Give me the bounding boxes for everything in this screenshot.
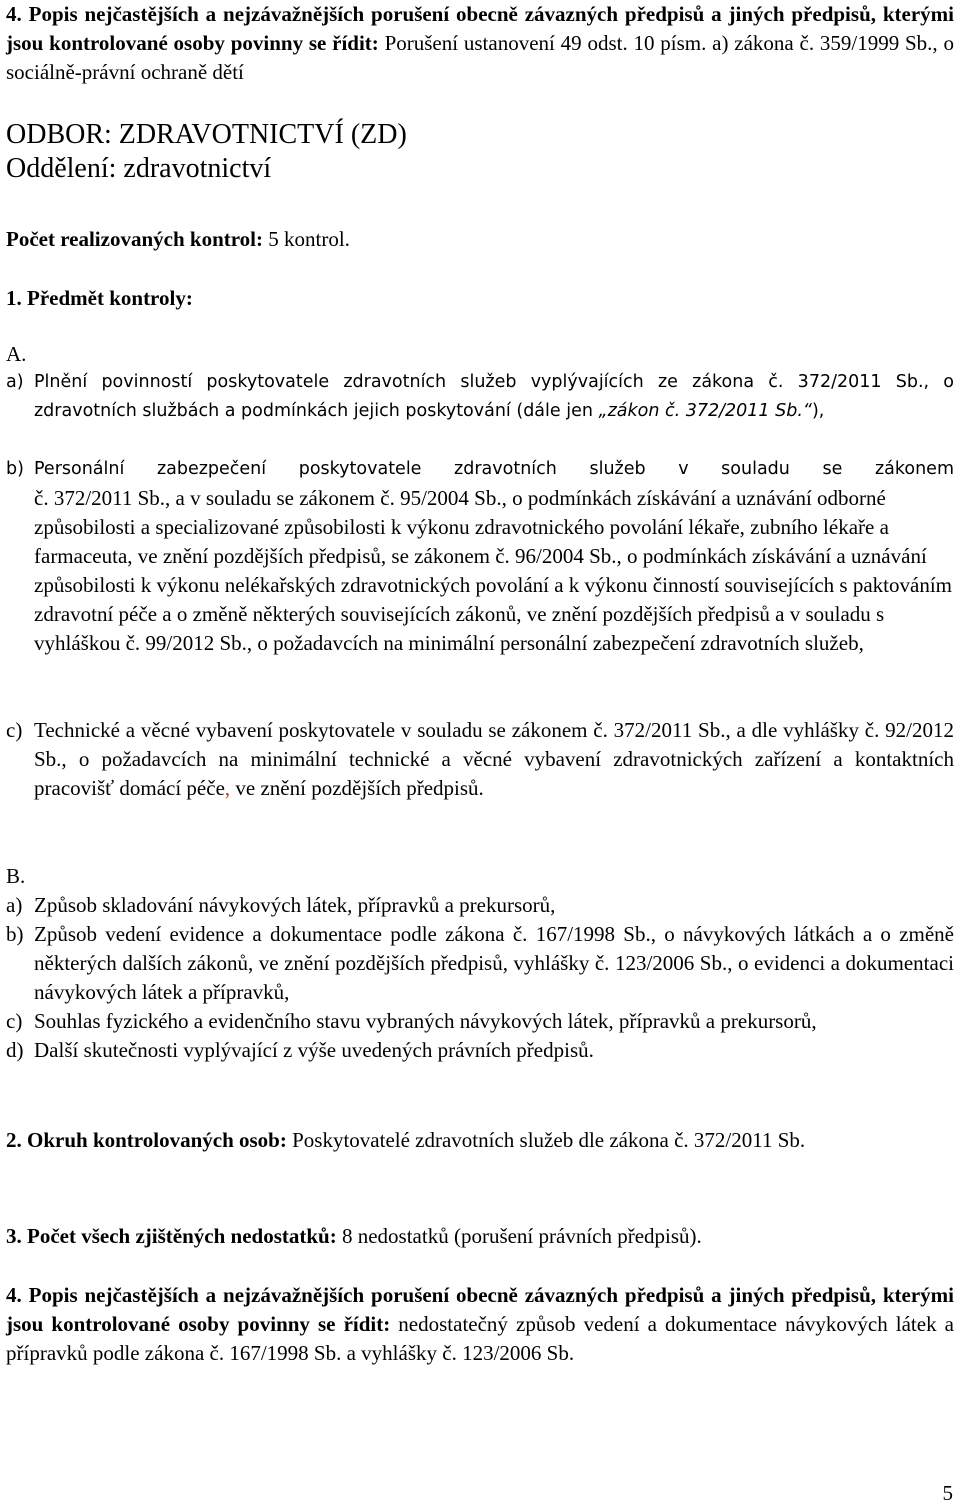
deficiencies-count-value: 8 nedostatků (porušení právních předpisů).	[336, 1224, 702, 1248]
list-item-text: Způsob skladování návykových látek, přípravků a prekursorů,	[34, 893, 556, 917]
inspections-count-label: Počet realizovaných kontrol:	[6, 227, 264, 251]
list-item	[6, 891, 954, 920]
list-item	[6, 1036, 954, 1065]
list-item-text: Způsob vedení evidence a dokumentace podle zákona č. 167/1998 Sb., o návykových látkách a o změně některých dalších zákonů, ve znění pozdějších předpisů, vyhlášky č. 123/2006 Sb., o evidenci a dokumentaci návykových látek a přípravků,	[34, 922, 954, 1004]
list-item-text: Souhlas fyzického a evidenčního stavu vybraných návykových látek, přípravků a prekursorů,	[34, 1009, 817, 1033]
item-marker: a)	[6, 893, 23, 917]
item-marker: c)	[6, 718, 23, 742]
section-a-item-a-text: Plnění povinností poskytovatele zdravotních služeb vyplývajících ze zákona č. 372/2011 Sb., o zdravotních službách a podmínkách jejich poskytování (dále jen	[34, 372, 954, 421]
subject-heading: 1. Předmět kontroly:	[6, 286, 193, 310]
deficiencies-count-label: 3. Počet všech zjištěných nedostatků:	[6, 1224, 337, 1248]
item-marker: a)	[6, 372, 24, 392]
section-b-list	[6, 891, 954, 1065]
section4-top-heading: 4. Popis nejčastějších a nejzávažnějších porušení obecně závazných předpisů a jiných předpisů, kterými jsou kontrolované osoby povinny se řídit:	[6, 2, 954, 55]
scope-paragraph	[6, 1126, 954, 1155]
item-marker: c)	[6, 1009, 23, 1033]
division-title: Oddělení: zdravotnictví	[6, 153, 272, 184]
section4-top-paragraph	[6, 0, 954, 87]
item-marker: b)	[6, 459, 24, 479]
item-marker: b)	[6, 922, 24, 946]
section-a-item-c-red-comma: ,	[224, 776, 231, 800]
section4-bottom-paragraph	[6, 1281, 954, 1368]
section-a-item-a-end: ),	[811, 401, 825, 421]
section-a-item-b-rest: č. 372/2011 Sb., a v souladu se zákonem č. 95/2004 Sb., o podmínkách získávání a uznávání odborné způsobilosti a specializované způsobilosti k výkonu zdravotnického povolání lékaře, zubního lékaře a farmaceuta, ve znění pozdějších předpisů, se zákonem č. 96/2004 Sb., o podmínkách získávání a uznávání způsobilosti k výkonu nelékařských zdravotnických povolání a k výkonu činností souvisejících s paktováním zdravotní péče a o změně některých souvisejících zákonů, ve znění pozdějších předpisů a v souladu s vyhláškou č. 99/2012 Sb., o požadavcích na minimální personální zabezpečení zdravotních služeb,	[34, 486, 953, 655]
department-title: ODBOR: ZDRAVOTNICTVÍ (ZD)	[6, 119, 407, 150]
section4-top-text: Porušení ustanovení 49 odst. 10 písm. a) zákona č. 359/1999 Sb., o sociálně-právní ochraně dětí	[6, 31, 954, 84]
list-item	[6, 920, 954, 1007]
list-item	[6, 1007, 954, 1036]
section4-bottom-text: nedostatečný způsob vedení a dokumentace návykových látek a přípravků podle zákona č. 167/1998 Sb. a vyhlášky č. 123/2006 Sb.	[6, 1312, 954, 1365]
section-a-item-c-end: ve znění pozdějších předpisů.	[230, 776, 484, 800]
section-a-item-a	[6, 368, 954, 426]
scope-label: 2. Okruh kontrolovaných osob:	[6, 1128, 287, 1152]
inspections-count	[6, 225, 954, 254]
section-a-label: A.	[6, 342, 27, 366]
section4-bottom-heading: 4. Popis nejčastějších a nejzávažnějších porušení obecně závazných předpisů a jiných předpisů, kterými jsou kontrolované osoby povinny se řídit:	[6, 1283, 954, 1336]
list-item-text: Další skutečnosti vyplývající z výše uvedených právních předpisů.	[34, 1038, 594, 1062]
page-number: 5	[942, 1481, 953, 1505]
section-a-item-b-first-line: Personální zabezpečení poskytovatele zdravotních služeb v souladu se zákonem	[34, 459, 954, 479]
deficiencies-count	[6, 1222, 954, 1251]
section-a-item-c-text: Technické a věcné vybavení poskytovatele v souladu se zákonem č. 372/2011 Sb., a dle vyhlášky č. 92/2012 Sb., o požadavcích na minimální technické a věcné vybavení zdravotnických zařízení a kontaktních pracovišť domácí péče	[34, 718, 954, 800]
scope-text: Poskytovatelé zdravotních služeb dle zákona č. 372/2011 Sb.	[286, 1128, 806, 1152]
section-a-item-b-line1	[6, 455, 954, 484]
section-a-item-c	[6, 716, 954, 803]
section-b-label: B.	[6, 864, 26, 888]
section-a-item-a-italic: „zákon č. 372/2011 Sb.“	[598, 401, 812, 421]
item-marker: d)	[6, 1038, 24, 1062]
inspections-count-value: 5 kontrol.	[263, 227, 350, 251]
